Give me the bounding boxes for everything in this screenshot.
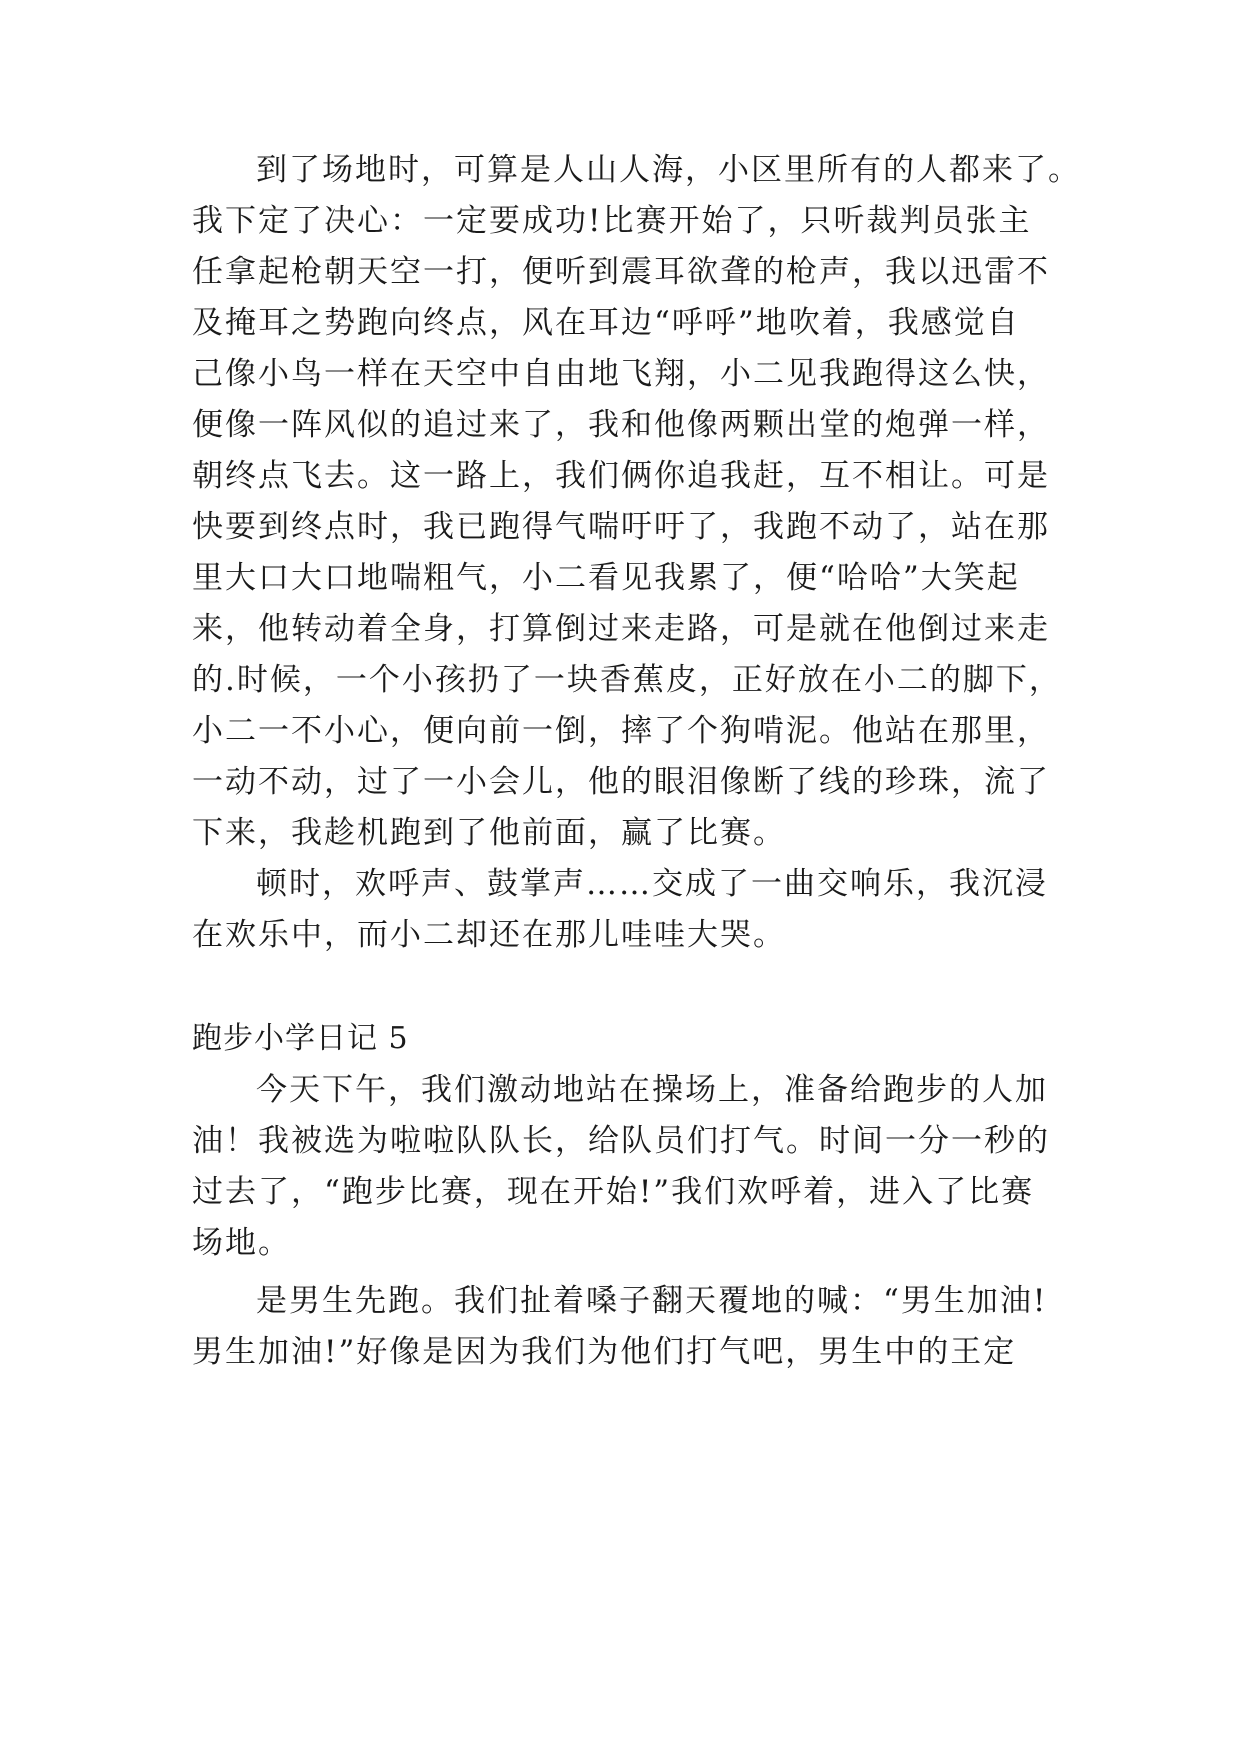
paragraph-1-line: 快要到终点时，我已跑得气喘吁吁了，我跑不动了，站在那: [192, 509, 1050, 545]
paragraph-1-line: 的.时候，一个小孩扔了一块香蕉皮，正好放在小二的脚下，: [192, 662, 1062, 698]
paragraph-3-line: 今天下午，我们激动地站在操场上，准备给跑步的人加: [256, 1072, 1048, 1108]
paragraph-1-line: 任拿起枪朝天空一打，便听到震耳欲聋的枪声，我以迅雷不: [192, 254, 1050, 290]
paragraph-1-line: 我下定了决心：一定要成功!比赛开始了，只听裁判员张主: [192, 203, 1032, 239]
paragraph-1-line: 一动不动，过了一小会儿，他的眼泪像断了线的珍珠，流了: [192, 764, 1050, 800]
paragraph-1-line: 及掩耳之势跑向终点，风在耳边“呼呼”地吹着，我感觉自: [192, 305, 1020, 341]
paragraph-3-line: 过去了，“跑步比赛，现在开始!”我们欢呼着，进入了比赛: [192, 1174, 1035, 1210]
paragraph-1-line: 己像小鸟一样在天空中自由地飞翔，小二见我跑得这么快，: [192, 356, 1050, 392]
paragraph-1-line: 来，他转动着全身，打算倒过来走路，可是就在他倒过来走: [192, 611, 1050, 647]
paragraph-1-line: 便像一阵风似的追过来了，我和他像两颗出堂的炮弹一样，: [192, 407, 1050, 443]
paragraph-3-line: 油！我被选为啦啦队队长，给队员们打气。时间一分一秒的: [192, 1123, 1050, 1159]
paragraph-1-line: 里大口大口地喘粗气，小二看见我累了，便“哈哈”大笑起: [192, 560, 1020, 596]
paragraph-1-line: 小二一不小心，便向前一倒，摔了个狗啃泥。他站在那里，: [192, 713, 1050, 749]
paragraph-1-line: 下来，我趁机跑到了他前面，赢了比赛。: [192, 815, 786, 851]
paragraph-2-line: 在欢乐中，而小二却还在那儿哇哇大哭。: [192, 917, 786, 953]
paragraph-2-line: 顿时，欢呼声、鼓掌声……交成了一曲交响乐，我沉浸: [256, 866, 1048, 902]
paragraph-4-line: 是男生先跑。我们扯着嗓子翻天覆地的喊：“男生加油!: [256, 1283, 1048, 1319]
paragraph-4-line: 男生加油!”好像是因为我们为他们打气吧，男生中的王定: [192, 1334, 1017, 1370]
paragraph-1-line: 到了场地时，可算是人山人海，小区里所有的人都来了。: [256, 152, 1081, 188]
section-title: 跑步小学日记 5: [192, 1021, 409, 1056]
paragraph-3-line: 场地。: [192, 1225, 291, 1261]
paragraph-1-line: 朝终点飞去。这一路上，我们俩你追我赶，互不相让。可是: [192, 458, 1050, 494]
